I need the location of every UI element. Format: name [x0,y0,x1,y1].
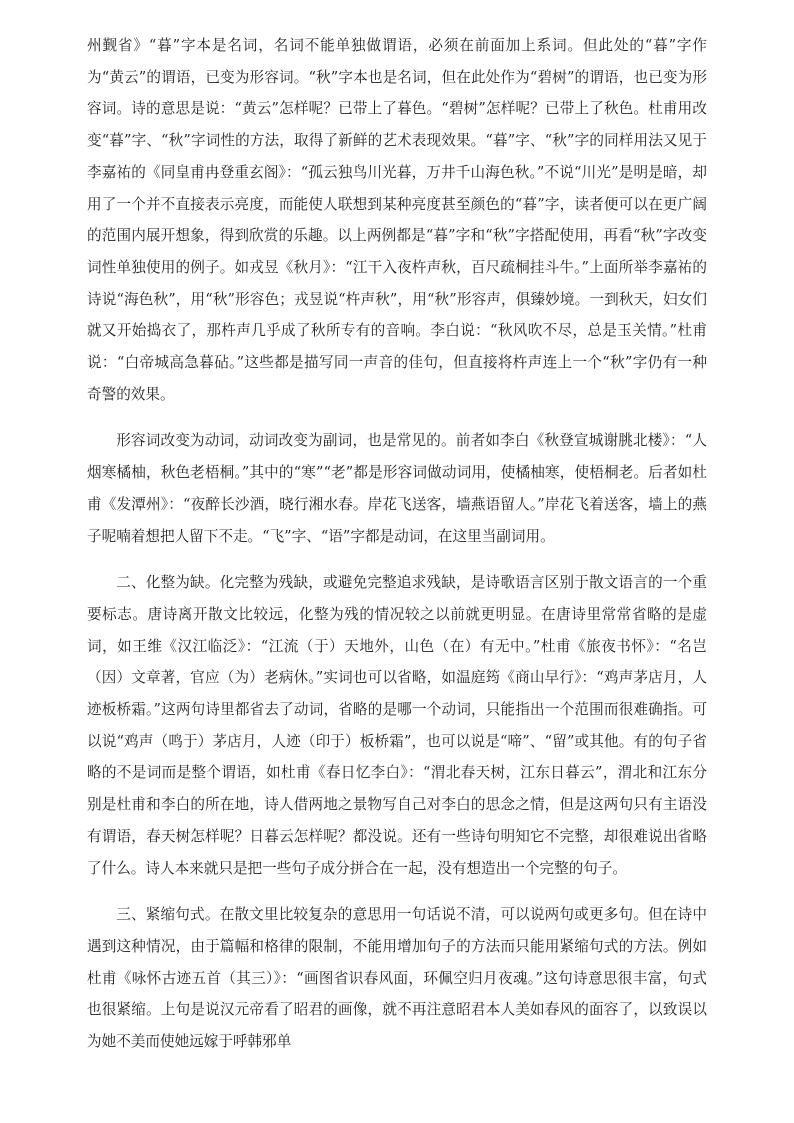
paragraph-adjective-verb: 形容词改变为动词，动词改变为副词，也是常见的。前者如李白《秋登宣城谢朓北楼》：“人烟寒橘柚，秋色老梧桐。”其中的“寒”“老”都是形容词做动词用，使橘柚寒，使梧桐老。后者如杜甫《发潭州》：“夜醉长沙酒，晓行湘水春。岸花飞送客，墙燕语留人。”岸花飞着送客，墙上的燕子呢喃着想把人留下不走。“飞”字、“语”字都是动词，在这里当副词用。 [87,432,707,545]
paragraph-continuation-word-class: 州觐省》“暮”字本是名词，名词不能单独做谓语，必须在前面加上系词。但此处的“暮”字作为“黄云”的谓语，已变为形容词。“秋”字本也是名词，但在此处作为“碧树”的谓语，也已变为形容词。诗的意思是说：“黄云”怎样呢？已带上了暮色。“碧树”怎样呢？已带上了秋色。杜甫用改变“暮”字、“秋”字词性的方法，取得了新鲜的艺术表现效果。“暮”字、“秋”字的同样用法又见于李嘉祐的《同皇甫冉登重玄阁》：“孤云独鸟川光暮，万井千山海色秋。”不说“川光”是明是暗，却用了一个并不直接表示亮度，而能使人联想到某种亮度甚至颜色的“暮”字，读者便可以在更广阔的范围内展开想象，得到欣赏的乐趣。以上两例都是“暮”字和“秋”字搭配使用，再看“秋”字改变词性单独使用的例子。如戎昱《秋月》：“江干入夜杵声秋，百尺疏桐挂斗牛。”上面所举李嘉祐的诗说“海色秋”，用“秋”形容色；戎昱说“杵声秋”，用“秋”形容声，俱臻妙境。一到秋天，妇女们就又开始捣衣了，那杵声几乎成了秋所专有的音响。李白说：“秋风吹不尽，总是玉关情。”杜甫说：“白帝城高急暮砧。”这些都是描写同一声音的佳句，但直接将杵声连上一个“秋”字仍有一种奇警的效果。 [87,37,707,403]
paragraph-gap [87,884,707,899]
paragraph-gap [87,552,707,567]
paragraph-section-three: 三、紧缩句式。在散文里比较复杂的意思用一句话说不清，可以说两句或更多句。但在诗中遇到这种情况，由于篇幅和格律的限制，不能用增加句子的方法而只能用紧缩句式的方法。例如杜甫《咏怀古迹五首（其三）》：“画图省识春风面，环佩空归月夜魂。”这句诗意思很丰富，句式也很紧缩。上句是说汉元帝看了昭君的画像，就不再注意昭君本人美如春风的面容了，以致误以为她不美而使她远嫁于呼韩邪单 [87,906,707,1051]
document-page [87,30,707,1058]
paragraph-gap [87,410,707,425]
paragraph-section-two: 二、化整为缺。化完整为残缺，或避免完整追求残缺，是诗歌语言区别于散文语言的一个重要标志。唐诗离开散文比较远，化整为残的情况较之以前就更明显。在唐诗里常常省略的是虚词，如王维《汉江临泛》：“江流（于）天地外，山色（在）有无中。”杜甫《旅夜书怀》：“名岂（因）文章著，官应（为）老病休。”实词也可以省略，如温庭筠《商山早行》：“鸡声茅店月，人迹板桥霜。”这两句诗里都省去了动词，省略的是哪一个动词，只能指出一个范围而很难确指。可以说“鸡声（鸣于）茅店月，人迹（印于）板桥霜”，也可以说是“啼”、“留”或其他。有的句子省略的不是词而是整个谓语，如杜甫《春日忆李白》：“渭北春天树，江东日暮云”，渭北和江东分别是杜甫和李白的所在地，诗人借两地之景物写自己对李白的思念之情，但是这两句只有主语没有谓语，春天树怎样呢？日暮云怎样呢？都没说。还有一些诗句明知它不完整，却很难说出省略了什么。诗人本来就只是把一些句子成分拼合在一起，没有想造出一个完整的句子。 [87,574,707,877]
